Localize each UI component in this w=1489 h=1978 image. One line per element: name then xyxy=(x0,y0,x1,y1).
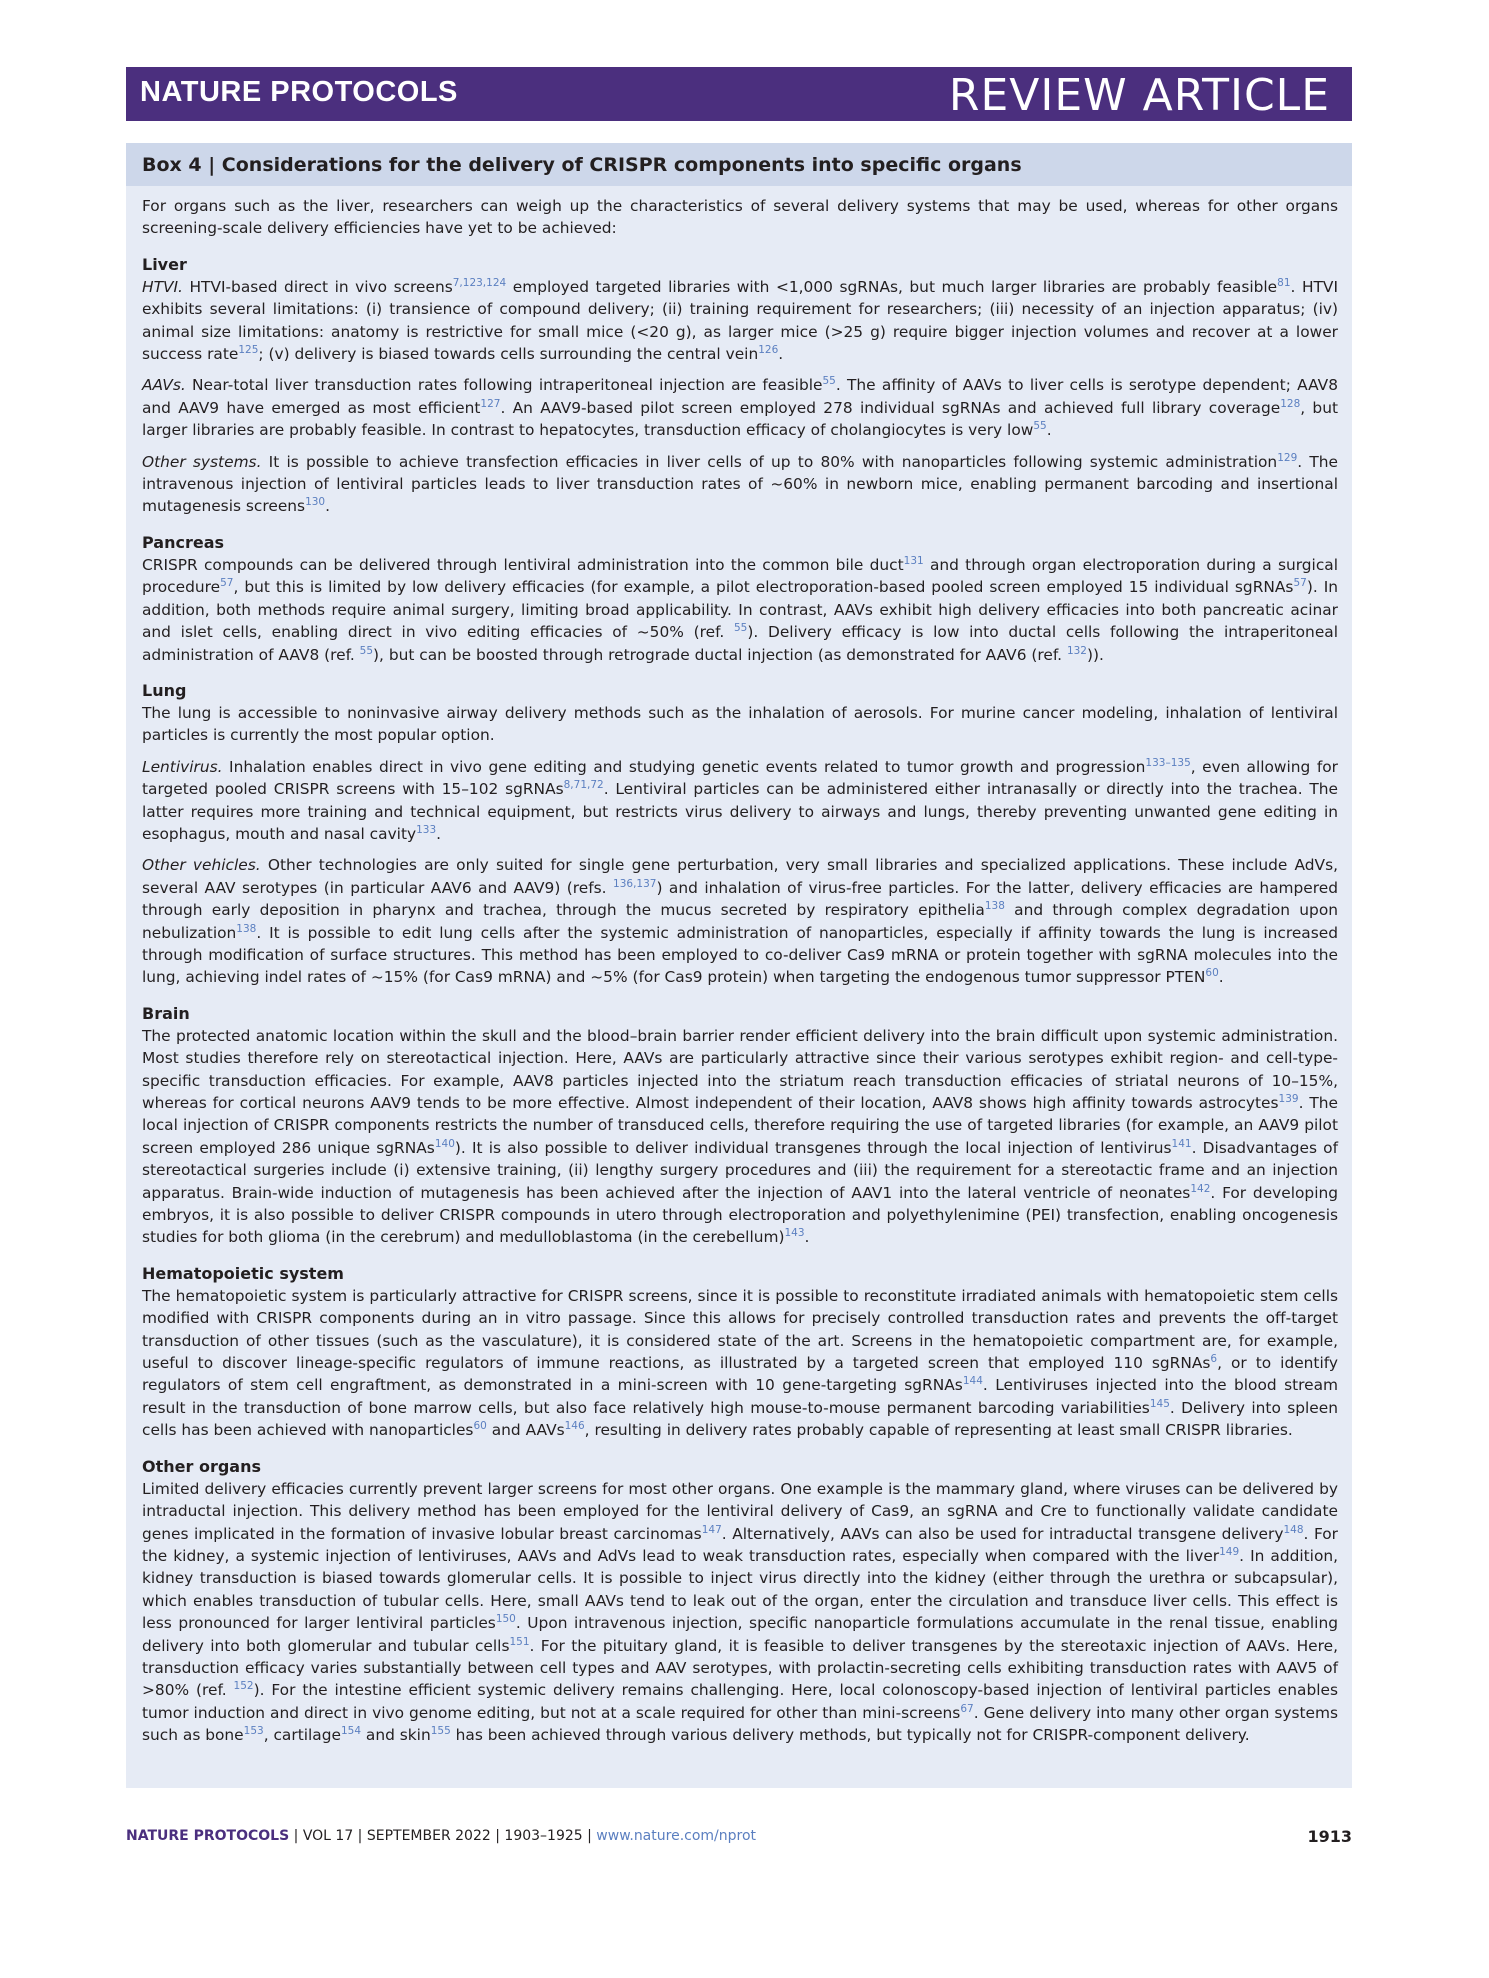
reference-citation[interactable]: 146 xyxy=(564,1420,585,1433)
box-4 xyxy=(126,143,1352,1788)
footer-pages: 1903–1925 xyxy=(504,1828,583,1844)
paragraph-hematopoietic: The hematopoietic system is particularly attractive for CRISPR screens, since it is possible to reconstitute irradiated animals with hematopoietic stem cells modified with CRISPR components during an in vitro passage. Since this allows for precisely controlled transduction rates and prevents the off-target transduction of other tissues (such as the vasculature), it is considered state of the art. Screens in the hematopoietic compartment are, for example, useful to discover lineage-specific regulators of immune reactions, as illustrated by a targeted screen that employed 110 sgRNAs$^6$, or to identify regulators of stem cell engraftment, as demonstrated in a mini-screen with 10 gene-targeting sgRNAs$^{144}$. Lentiviruses injected into the blood stream result in the transduction of bone marrow cells, but also face relatively high mouse-to-mouse permanent barcoding variabilities$^{145}$. Delivery into spleen cells has been achieved with nanoparticles$^{60}$ and AAVs$^{146}$, resulting in delivery rates probably capable of representing at least small CRISPR libraries. xyxy=(142,1286,1339,1440)
section-heading-liver: Liver xyxy=(142,254,187,274)
reference-citation[interactable]: 144 xyxy=(962,1375,983,1388)
footer-volume: VOL 17 xyxy=(302,1828,354,1844)
paragraph-lung-intro: The lung is accessible to noninvasive airway delivery methods such as the inhalation of aerosols. For murine cancer modeling, inhalation of lentiviral particles is currently the most popular option. xyxy=(142,703,1338,745)
journal-header xyxy=(126,67,1352,121)
reference-citation[interactable]: 142 xyxy=(1190,1182,1211,1195)
reference-citation[interactable]: 145 xyxy=(1149,1397,1170,1410)
footer-sep: | xyxy=(490,1828,505,1844)
reference-citation[interactable]: 149 xyxy=(1219,1545,1240,1558)
reference-citation[interactable]: 55 xyxy=(359,644,374,657)
paragraph-lead-term: Other systems. xyxy=(142,452,262,471)
footer-journal: NATURE PROTOCOLS xyxy=(126,1828,290,1844)
reference-citation[interactable]: 140 xyxy=(434,1137,455,1150)
paragraph-lung-lentivirus: Lentivirus. Inhalation enables direct in vivo gene editing and studying genetic events related to tumor growth and progression$^{133-135}$, even allowing for targeted pooled CRISPR screens with 15–102 sgRNAs$^{8,71,72}$. Lentiviral particles can be administered either intranasally or directly into the trachea. The latter requires more training and technical equipment, but restricts virus delivery to airways and lungs, thereby preventing unwanted gene editing in esophagus, mouth and nasal cavity$^{133}$. xyxy=(142,756,1338,843)
reference-citation[interactable]: 153 xyxy=(243,1725,264,1738)
paragraph-lead-term: Lentivirus. xyxy=(142,757,223,776)
section-heading-other-organs: Other organs xyxy=(142,1456,261,1476)
reference-citation[interactable]: 130 xyxy=(305,496,326,509)
reference-citation[interactable]: 55 xyxy=(1033,420,1047,433)
footer-sep: | xyxy=(289,1828,303,1844)
footer-sep: | xyxy=(353,1828,367,1844)
reference-citation[interactable]: 151 xyxy=(509,1635,530,1648)
reference-citation[interactable]: 67 xyxy=(960,1702,974,1715)
box-title-bar xyxy=(126,143,1352,186)
reference-citation[interactable]: 7,123,124 xyxy=(452,276,507,289)
box-body xyxy=(142,195,1338,1756)
reference-citation[interactable]: 60 xyxy=(473,1420,487,1433)
reference-citation[interactable]: 81 xyxy=(1277,276,1291,289)
footer-url-link[interactable]: www.nature.com/nprot xyxy=(596,1828,757,1844)
paragraph-liver-other: Other systems. It is possible to achieve transfection efficacies in liver cells of up to 80% with nanoparticles following systemic administration$^{129}$. The intravenous injection of lentiviral particles leads to liver transduction rates of ~60% in newborn mice, enabling permanent barcoding and insertional mutagenesis screens$^{130}$. xyxy=(142,451,1338,516)
paragraph-other-organs: Limited delivery efficacies currently prevent larger screens for most other organs. One example is the mammary gland, where viruses can be delivered by intraductal injection. This delivery method has been employed for the lentiviral delivery of Cas9, an sgRNA and Cre to functionally validate candidate genes implicated in the formation of invasive lobular breast carcinomas$^{147}$. Alternatively, AAVs can also be used for intraductal transgene delivery$^{148}$. For the kidney, a systemic injection of lentiviruses, AAVs and AdVs lead to weak transduction rates, especially when compared with the liver$^{149}$. In addition, kidney transduction is biased towards glomerular cells. It is possible to inject virus directly into the kidney (either through the urethra or subcapsular), which enables transduction of tubular cells. Here, small AAVs tend to leak out of the organ, enter the circulation and transduce liver cells. This effect is less pronounced for larger lentiviral particles$^{150}$. Upon intravenous injection, specific nanoparticle formulations accumulate in the renal tissue, enabling delivery into both glomerular and tubular cells$^{151}$. For the pituitary gland, it is feasible to deliver transgenes by the stereotaxic injection of AAVs. Here, transduction efficacy varies substantially between cell types and AAV serotypes, with prolactin-secreting cells exhibiting transduction rates with AAV5 of >80% (ref. $^{152}$). For the intestine efficient systemic delivery remains challenging. Here, local colonoscopy-based injection of lentiviral particles enables tumor induction and direct in vivo genome editing, but not at a scale required for other than mini-screens$^{67}$. Gene delivery into many other organ systems such as bone$^{153}$, cartilage$^{154}$ and skin$^{155}$ has been achieved through various delivery methods, but typically not for CRISPR-component delivery. xyxy=(142,1479,1339,1745)
reference-citation[interactable]: 128 xyxy=(1280,397,1301,410)
reference-citation[interactable]: 148 xyxy=(1283,1523,1304,1536)
reference-citation[interactable]: 136,137 xyxy=(613,877,657,890)
reference-citation[interactable]: 138 xyxy=(984,900,1005,913)
reference-citation[interactable]: 133–135 xyxy=(1145,756,1191,769)
paragraph-pancreas: CRISPR compounds can be delivered through lentiviral administration into the common bile duct$^{131}$ and through organ electroporation during a surgical procedure$^{57}$, but this is limited by low delivery efficacies (for example, a pilot electroporation-based pooled screen employed 15 individual sgRNAs$^{57}$). In addition, both methods require animal surgery, limiting broad applicability. In contrast, AAVs exhibit high delivery efficacies into both pancreatic acinar and islet cells, enabling direct in vivo editing efficacies of ~50% (ref. $^{55}$). Delivery efficacy is low into ductal cells following the intraperitoneal administration of AAV8 (ref. $^{55}$), but can be boosted through retrograde ductal injection (as demonstrated for AAV6 (ref. $^{132}$)). xyxy=(142,554,1338,664)
reference-citation[interactable]: 60 xyxy=(1205,967,1219,980)
section-heading-hematopoietic: Hematopoietic system xyxy=(142,1263,344,1283)
paragraph-liver-htvi: HTVI. HTVI-based direct in vivo screens$^{7,123,124}$ employed targeted libraries with <1,000 sgRNAs, but much larger libraries are probably feasible$^{81}$. HTVI exhibits several limitations: (i) transience of compound delivery; (ii) training requirement for researchers; (iii) necessity of an injection apparatus; (iv) animal size limitations: anatomy is restrictive for small mice (<20 g), as larger mice (>25 g) require bigger injection volumes and recover at a lower success rate$^{125}$; (v) delivery is biased towards cells surrounding the central vein$^{126}$. xyxy=(142,276,1338,364)
reference-citation[interactable]: 129 xyxy=(1277,451,1298,464)
reference-citation[interactable]: 139 xyxy=(1278,1092,1299,1105)
reference-citation[interactable]: 55 xyxy=(822,375,836,388)
reference-citation[interactable]: 133 xyxy=(416,823,437,836)
reference-citation[interactable]: 125 xyxy=(238,343,259,356)
footer-date: SEPTEMBER 2022 xyxy=(366,1828,491,1844)
reference-citation[interactable]: 141 xyxy=(1171,1137,1192,1150)
reference-citation[interactable]: 152 xyxy=(233,1680,254,1693)
section-heading-lung: Lung xyxy=(142,680,187,700)
reference-citation[interactable]: 6 xyxy=(1210,1352,1218,1365)
reference-citation[interactable]: 154 xyxy=(340,1725,361,1738)
footer-sep: | xyxy=(582,1828,597,1844)
reference-citation[interactable]: 127 xyxy=(480,397,501,410)
reference-citation[interactable]: 8,71,72 xyxy=(563,779,604,791)
article-type: REVIEW ARTICLE xyxy=(948,70,1330,121)
paragraph-brain: The protected anatomic location within the skull and the blood–brain barrier render efficient delivery into the brain difficult upon systemic administration. Most studies therefore rely on stereotactical injection. Here, AAVs are particularly attractive since their various serotypes exhibit region- and cell-type-specific transduction efficacies. For example, AAV8 particles injected into the striatum reach transduction efficacies of striatal neurons of 10–15%, whereas for cortical neurons AAV9 tends to be more effective. Almost independent of their location, AAV8 shows high affinity towards astrocytes$^{139}$. The local injection of CRISPR components restricts the number of transduced cells, therefore requiring the use of targeted libraries (for example, an AAV9 pilot screen employed 286 unique sgRNAs$^{140}$). It is also possible to deliver individual transgenes through the local injection of lentivirus$^{141}$. Disadvantages of stereotactical surgeries include (i) extensive training, (ii) lengthy surgery procedures and (iii) the requirement for a stereotactic frame and an injection apparatus. Brain-wide induction of mutagenesis has been achieved after the injection of AAV1 into the lateral ventricle of neonates$^{142}$. For developing embryos, it is also possible to deliver CRISPR compounds in utero through electroporation and polyethylenimine (PEI) transfection, enabling oncogenesis studies for both glioma (in the cerebrum) and medulloblastoma (in the cerebellum)$^{143}$. xyxy=(142,1026,1339,1247)
box-intro: For organs such as the liver, researchers can weigh up the characteristics of several delivery systems that may be used, whereas for other organs screening-scale delivery efficiencies have yet to be achieved: xyxy=(142,197,1338,238)
paragraph-lead-term: HTVI. xyxy=(142,277,183,296)
page-footer xyxy=(126,1825,1352,1849)
paragraph-lung-other: Other vehicles. Other technologies are only suited for single gene perturbation, very small libraries and specialized applications. These include AdVs, several AAV serotypes (in particular AAV6 and AAV9) (refs. $^{136,137}$) and inhalation of virus-free particles. For the latter, delivery efficacies are hampered through early deposition in pharynx and trachea, through the mucus secreted by respiratory epithelia$^{138}$ and through complex degradation upon nebulization$^{138}$. It is possible to edit lung cells after the systemic administration of nanoparticles, especially if affinity towards the lung is increased through modification of surface structures. This method has been employed to co-deliver Cas9 mRNA or protein together with sgRNA molecules into the lung, achieving indel rates of ~15% (for Cas9 mRNA) and ~5% (for Cas9 protein) when targeting the endogenous tumor suppressor PTEN$^{60}$. xyxy=(142,856,1339,987)
reference-citation[interactable]: 57 xyxy=(220,577,234,590)
section-heading-pancreas: Pancreas xyxy=(142,532,225,552)
reference-citation[interactable]: 150 xyxy=(495,1613,516,1625)
reference-citation[interactable]: 155 xyxy=(430,1725,451,1738)
box-title: Box 4 | Considerations for the delivery of CRISPR components into specific organs xyxy=(142,154,1022,176)
footer-citation xyxy=(126,1828,756,1844)
reference-citation[interactable]: 55 xyxy=(733,621,748,634)
reference-citation[interactable]: 143 xyxy=(784,1227,805,1240)
paragraph-liver-aavs: AAVs. Near-total liver transduction rates following intraperitoneal injection are feasible$^{55}$. The affinity of AAVs to liver cells is serotype dependent; AAV8 and AAV9 have emerged as most efficient$^{127}$. An AAV9-based pilot screen employed 278 individual sgRNAs and achieved full library coverage$^{128}$, but larger libraries are probably feasible. In contrast to hepatocytes, transduction efficacy of cholangiocytes is very low$^{55}$. xyxy=(142,375,1338,440)
reference-citation[interactable]: 147 xyxy=(701,1523,722,1536)
reference-citation[interactable]: 57 xyxy=(1293,577,1307,590)
journal-name: NATURE PROTOCOLS xyxy=(140,76,458,108)
reference-citation[interactable]: 138 xyxy=(236,922,257,935)
paragraph-lead-term: Other vehicles. xyxy=(142,856,261,875)
reference-citation[interactable]: 126 xyxy=(758,343,779,356)
reference-citation[interactable]: 132 xyxy=(1066,644,1087,657)
page-number: 1913 xyxy=(1307,1827,1352,1846)
reference-citation[interactable]: 131 xyxy=(903,554,924,567)
section-heading-brain: Brain xyxy=(142,1003,190,1023)
paragraph-lead-term: AAVs. xyxy=(142,376,186,395)
